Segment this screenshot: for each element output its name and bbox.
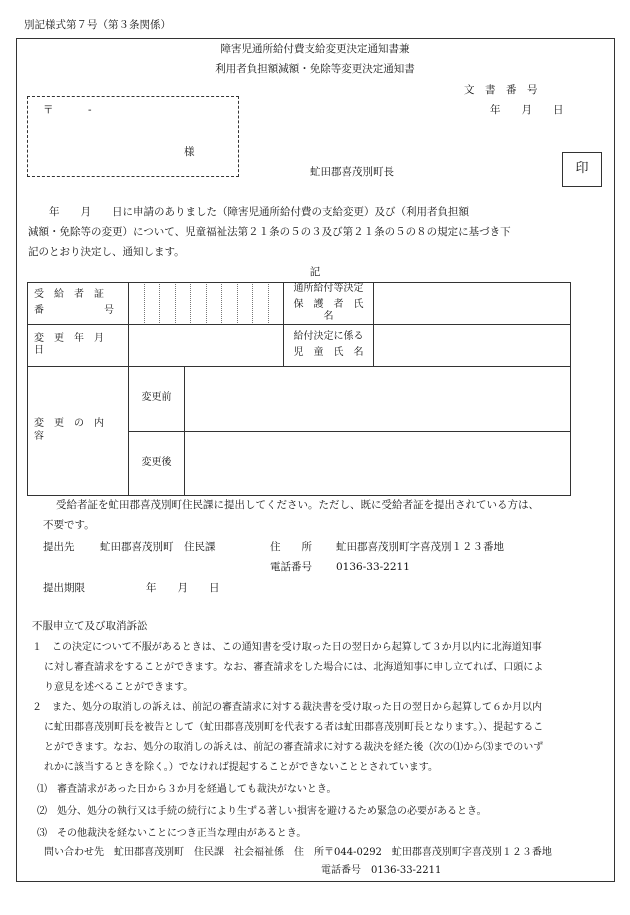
change-date-label: 変 更 年 月 日	[34, 332, 114, 356]
change-content-label: 変 更 の 内 容	[34, 418, 114, 442]
child-name-label-cell	[284, 324, 374, 366]
document-date-label: 年 月 日	[490, 104, 564, 116]
submission-deadline-value: 年 月 日	[146, 582, 220, 594]
appeal-heading: 不服申立て及び取消訴訟	[32, 620, 148, 632]
contact-line-2: 電話番号 0136-33-2211	[321, 865, 442, 876]
child-name-label-2: 児 童 氏 名	[293, 346, 364, 358]
recipient-cert-label-2: 番 号	[34, 305, 114, 317]
child-name-field[interactable]	[374, 324, 571, 366]
appeal-item-3: ⑶ その他裁決を経ないことにつき正当な理由があるとき。	[37, 828, 307, 839]
document-number-label: 文 書 番 号	[464, 84, 538, 96]
submission-note-line-1: 受給者証を虻田郡喜茂別町住民課に提出してください。ただし、既に受給者証を提出されている方は、	[56, 499, 539, 511]
change-date-label-cell	[28, 324, 129, 366]
submission-dest-value: 虻田郡喜茂別町 住民課	[100, 541, 216, 553]
after-label: 変更後	[141, 456, 172, 468]
issuer-name: 虻田郡喜茂別町長	[310, 166, 394, 178]
appeal-line-6: とができます。なお、処分の取消しの訴えは、前記の審査請求に対する裁決を経た後（次の⑴から⑶までのいず	[44, 742, 544, 753]
appeal-line-7: れかに該当するときを除く。）でなければ提起することができないこととされています。	[44, 762, 438, 773]
guardian-name-label-2: 保 護 者 氏 名	[293, 298, 374, 322]
guardian-name-field[interactable]	[374, 283, 571, 325]
change-date-field[interactable]	[129, 324, 284, 366]
after-content-field[interactable]	[185, 431, 571, 495]
honorific-sama: 様	[184, 146, 195, 158]
recipient-cert-label-1: 受 給 者 証	[34, 288, 104, 300]
form-label: 別記様式第７号（第３条関係）	[24, 19, 171, 31]
appeal-line-1: １ この決定について不服があるときは、この通知書を受け取った日の翌日から起算して３か月以内に北海道知事	[32, 642, 542, 653]
submission-tel-label: 電話番号	[270, 561, 312, 573]
appeal-line-3: り意見を述べることができます。	[44, 682, 194, 693]
appeal-line-2: に対し審査請求をすることができます。なお、審査請求をした場合には、北海道知事に申し立てれば、口頭によ	[44, 662, 544, 673]
child-name-label-1: 給付決定に係る	[293, 331, 364, 342]
submission-dest-label: 提出先	[43, 541, 75, 553]
contact-line-1: 問い合わせ先 虻田郡喜茂別町 住民課 社会福祉係 住 所〒044-0292 虻田郡喜茂別町字喜茂別１２３番地	[44, 847, 552, 858]
postal-mark: 〒	[43, 104, 54, 116]
seal-box: 印	[562, 152, 602, 187]
appeal-line-5: に虻田郡喜茂別町長を被告として（虻田郡喜茂別町を代表する者は虻田郡喜茂別町長となります。）、提起するこ	[44, 722, 544, 733]
change-content-label-cell	[28, 366, 129, 495]
body-line-2: 減額・免除等の変更）について、児童福祉法第２１条の５の３及び第２１条の５の８の規定に基づき下	[28, 226, 511, 238]
after-label-cell	[129, 431, 185, 495]
submission-address-value: 虻田郡喜茂別町字喜茂別１２３番地	[336, 541, 504, 553]
appeal-line-4: ２ また、処分の取消しの訴えは、前記の審査請求に対する裁決書を受け取った日の翌日から起算して６か月以内	[32, 702, 542, 713]
ki-mark: 記	[309, 266, 321, 278]
guardian-name-label-cell	[284, 283, 374, 325]
submission-address-label: 住 所	[270, 541, 312, 553]
before-label-cell	[129, 366, 185, 431]
title-line-1: 障害児通所給付費支給変更決定通知書兼	[220, 43, 410, 55]
appeal-item-2: ⑵ 処分、処分の執行又は手続の続行により生ずる著しい損害を避けるため緊急の必要があるとき。	[37, 806, 487, 817]
decision-table	[27, 282, 571, 496]
appeal-item-1: ⑴ 審査請求があった日から３か月を経過しても裁決がないとき。	[37, 784, 337, 795]
guardian-name-label-1: 通所給付等決定	[293, 283, 364, 294]
submission-note-line-2: 不要です。	[43, 519, 95, 531]
recipient-cert-label-cell	[28, 283, 129, 325]
before-content-field[interactable]	[185, 366, 571, 431]
postal-dash: -	[88, 104, 92, 116]
title-line-2: 利用者負担額減額・免除等変更決定通知書	[215, 63, 415, 75]
before-label: 変更前	[141, 392, 172, 404]
submission-deadline-label: 提出期限	[43, 582, 85, 594]
submission-tel-value: 0136-33-2211	[336, 561, 410, 573]
body-line-1: 年 月 日に申請のありました（障害児通所給付費の支給変更）及び（利用者負担額	[28, 206, 469, 218]
recipient-cert-number-field[interactable]	[129, 283, 284, 325]
recipient-address-box	[27, 96, 239, 177]
body-line-3: 記のとおり決定し、通知します。	[28, 246, 185, 258]
